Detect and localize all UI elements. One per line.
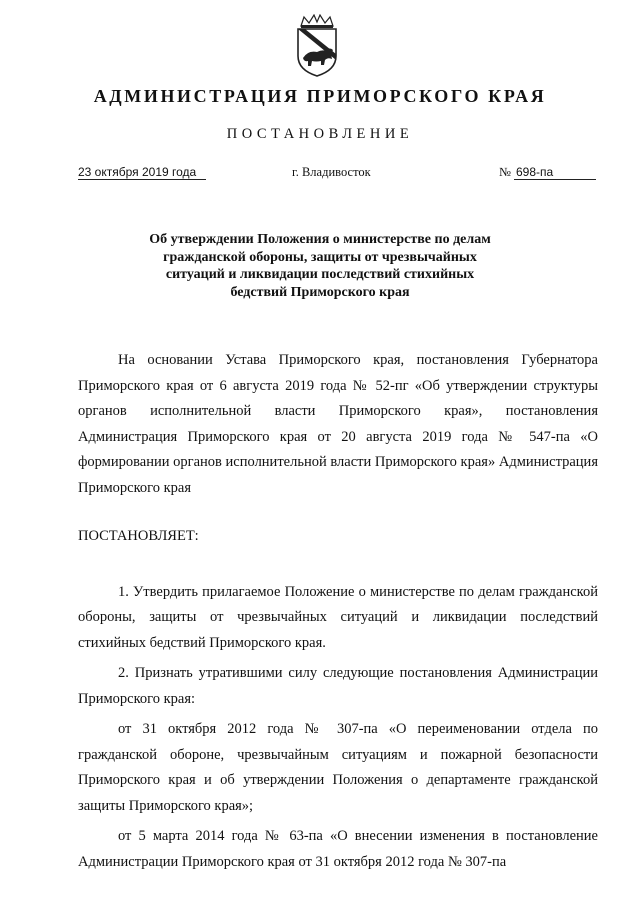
document-type: ПОСТАНОВЛЕНИЕ	[226, 126, 414, 142]
repealed-act-2: от 5 марта 2014 года № 63-па «О внесении изменения в постановление Администрации Приморского края от 31 октября 2012 года № 307-па	[78, 828, 598, 870]
document-number-label: №	[499, 165, 511, 179]
clause-2: 2. Признать утратившими силу следующие постановления Администрации Приморского края:	[78, 665, 598, 707]
document-city: г. Владивосток	[292, 165, 371, 179]
clause-1: 1. Утвердить прилагаемое Положение о министерстве по делам гражданской обороны, защиты от чрезвычайных ситуаций и ликвидации последствий стихийных бедствий Приморского края.	[78, 583, 598, 651]
document-title	[120, 231, 520, 301]
organization-name: АДМИНИСТРАЦИЯ ПРИМОРСКОГО КРАЯ	[93, 86, 547, 106]
preamble-paragraph: На основании Устава Приморского края, постановления Губернатора Приморского края от 6 августа 2019 года № 52-пг «Об утверждении структуры органов исполнительной власти Приморского края», постановления Администрация Приморского края от 20 августа 2019 года № 547-па «О формировании органов исполнительной власти Приморского края» Администрация Приморского края	[78, 352, 598, 496]
document-number: 698-па	[514, 165, 596, 180]
resolves-heading: ПОСТАНОВЛЯЕТ:	[78, 528, 199, 544]
title-line: гражданской обороны, защиты от чрезвычайных	[163, 249, 477, 265]
title-line: ситуаций и ликвидации последствий стихийных	[165, 267, 475, 282]
document-body	[78, 348, 598, 875]
document-date: 23 октября 2019 года	[78, 165, 206, 180]
repealed-act-1: от 31 октября 2012 года № 307-па «О переименовании отдела по гражданской обороне, чрезвычайным ситуациям и пожарной безопасности Приморского края и об утверждении Положения о департаменте гражданской защиты Приморского края»;	[78, 721, 598, 814]
title-line: бедствий Приморского края	[230, 284, 410, 300]
title-line: Об утверждении Положения о министерстве по делам	[149, 232, 491, 247]
coat-of-arms-tiger-icon	[290, 14, 344, 78]
